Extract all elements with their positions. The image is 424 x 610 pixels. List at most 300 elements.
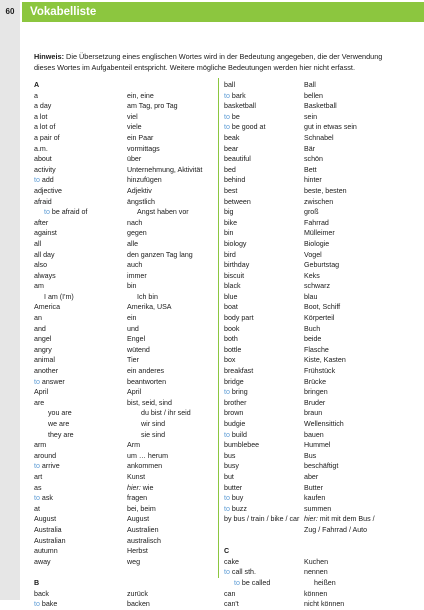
english-text: bottle (224, 345, 242, 354)
german-text: beantworten (127, 377, 167, 386)
english-term (224, 207, 233, 218)
german-text: ein Paar (127, 133, 154, 142)
german-translation (127, 419, 165, 430)
german-translation (127, 398, 172, 409)
german-translation (127, 536, 161, 547)
english-term (224, 377, 244, 388)
english-text: Australian (34, 536, 66, 545)
vocab-entry (34, 599, 214, 610)
german-translation (304, 292, 317, 303)
hint-paragraph (34, 51, 394, 73)
german-text: Basketball (304, 102, 337, 111)
section-letter (224, 546, 414, 557)
english-term (224, 514, 299, 525)
english-term (224, 154, 251, 165)
german-text: nennen (304, 568, 328, 577)
english-text: blue (224, 292, 238, 301)
german-translation (304, 472, 318, 483)
vocab-entry (34, 557, 214, 568)
english-term (34, 514, 56, 525)
german-text: am Tag, pro Tag (127, 102, 178, 111)
vocab-entry (224, 461, 414, 472)
german-translation (304, 578, 336, 589)
english-text: B (34, 578, 40, 587)
german-text: auch (127, 261, 143, 270)
vocab-entry (34, 493, 214, 504)
vocab-entry (224, 589, 414, 600)
english-term (224, 599, 239, 610)
english-text: big (224, 208, 234, 217)
english-term (224, 567, 256, 578)
vocab-entry (34, 589, 214, 600)
english-text: body part (224, 314, 254, 323)
english-term (224, 398, 246, 409)
german-text: gut in etwas sein (304, 123, 357, 132)
vocab-entry (224, 430, 414, 441)
german-text: blau (304, 292, 318, 301)
german-text: Körperteil (304, 314, 335, 323)
english-term (34, 398, 44, 409)
letter-heading (224, 546, 229, 557)
english-text: bus (224, 451, 236, 460)
english-text: angel (34, 335, 52, 344)
english-text: black (224, 282, 241, 291)
vocab-entry (224, 144, 414, 155)
usage-note: hier: (304, 515, 318, 524)
german-translation (304, 228, 335, 239)
german-translation (127, 207, 189, 218)
english-term (34, 440, 46, 451)
german-text: Frühstück (304, 367, 336, 376)
german-translation (127, 461, 162, 472)
german-text: können (304, 589, 328, 598)
german-text: Fahrrad (304, 218, 329, 227)
english-text: a.m. (34, 144, 48, 153)
german-text: Boot, Schiff (304, 303, 341, 312)
german-translation (304, 567, 328, 578)
vocab-entry (224, 557, 414, 568)
to-prefix: to (34, 176, 40, 185)
english-term (34, 461, 60, 472)
vocab-entry (34, 197, 214, 208)
german-translation (127, 334, 145, 345)
vocab-entry (224, 324, 414, 335)
german-translation (127, 313, 136, 324)
english-term (34, 175, 54, 186)
vocab-entry (224, 504, 414, 515)
english-text: around (34, 451, 57, 460)
german-text: Buch (304, 324, 321, 333)
english-text: and (34, 324, 46, 333)
english-text: at (34, 504, 40, 513)
english-text: arm (34, 441, 47, 450)
vocab-entry (34, 366, 214, 377)
german-translation (304, 313, 334, 324)
vocab-entry (34, 546, 214, 557)
english-text: ball (224, 81, 236, 89)
german-text: weg (127, 557, 141, 566)
german-text: zurück (127, 589, 148, 598)
english-term (224, 578, 270, 589)
german-text: Keks (304, 271, 320, 280)
vocab-entry (224, 408, 414, 419)
german-translation (304, 430, 324, 441)
english-term (34, 493, 53, 504)
german-translation (304, 133, 334, 144)
german-text: beide (304, 335, 322, 344)
vocab-entry (224, 514, 414, 525)
german-translation (304, 80, 316, 91)
vocab-entry (224, 578, 414, 589)
english-term (34, 355, 55, 366)
german-text: Ich bin (137, 292, 158, 301)
german-translation (304, 514, 375, 525)
english-text: as (34, 483, 42, 492)
english-text: bed (224, 165, 236, 174)
vocab-entry (224, 271, 414, 282)
german-translation (304, 557, 328, 568)
german-text: hinter (304, 176, 322, 185)
vocab-entry (224, 525, 414, 536)
vocab-entry (224, 165, 414, 176)
english-text: C (224, 547, 230, 556)
vocab-entry (34, 440, 214, 451)
vocab-entry (34, 133, 214, 144)
german-translation (304, 419, 344, 430)
german-translation (127, 122, 142, 133)
english-text: about (34, 155, 52, 164)
english-text: away (34, 557, 51, 566)
german-translation (127, 154, 141, 165)
english-term (224, 239, 246, 250)
english-text: be afraid of (51, 208, 88, 217)
vocab-entry (34, 345, 214, 356)
german-text: Bruder (304, 398, 326, 407)
german-translation (127, 144, 160, 155)
german-text: bist, seid, sind (127, 398, 172, 407)
vocab-entry (34, 239, 214, 250)
german-text: ein (127, 314, 137, 323)
vocab-entry (224, 186, 414, 197)
english-term (34, 207, 87, 218)
to-prefix: to (224, 494, 230, 503)
english-text: we are (48, 420, 70, 428)
vocab-entry (224, 80, 414, 91)
vocab-entry (34, 250, 214, 261)
german-translation (127, 271, 147, 282)
english-text: box (224, 356, 236, 365)
vocab-entry (34, 451, 214, 462)
german-text: australisch (127, 536, 161, 545)
english-term (224, 218, 237, 229)
vocab-entry (224, 398, 414, 409)
german-text: zwischen (304, 197, 334, 206)
english-term (224, 228, 233, 239)
german-translation (127, 197, 155, 208)
german-translation (127, 324, 139, 335)
english-text: boat (224, 303, 238, 312)
english-term (34, 483, 42, 494)
english-term (34, 122, 55, 133)
to-prefix: to (234, 578, 240, 587)
german-text: Brücke (304, 377, 327, 386)
vocab-entry (34, 122, 214, 133)
english-text: August (34, 515, 57, 524)
english-term (34, 430, 74, 441)
vocab-entry (224, 101, 414, 112)
english-term (224, 493, 243, 504)
english-term (34, 408, 72, 419)
english-term (34, 504, 40, 515)
english-term (224, 281, 241, 292)
english-text: busy (224, 462, 239, 471)
german-text: du bist / ihr seid (141, 409, 191, 418)
english-term (34, 165, 56, 176)
english-term (224, 430, 247, 441)
english-term (224, 313, 254, 324)
german-text: Arm (127, 441, 141, 450)
german-translation (304, 91, 323, 102)
vocab-entry (34, 324, 214, 335)
english-text: bridge (224, 377, 244, 386)
english-text: bark (231, 91, 246, 100)
german-text: summen (304, 504, 332, 513)
to-prefix: to (34, 462, 40, 471)
english-term (34, 557, 51, 568)
english-text: be (231, 112, 240, 121)
german-translation (127, 504, 156, 515)
to-prefix: to (34, 377, 40, 386)
german-text: beste, besten (304, 186, 347, 195)
german-text: aber (304, 472, 319, 481)
english-term (224, 387, 248, 398)
german-translation (127, 430, 165, 441)
german-translation (127, 589, 148, 600)
german-text: Tier (127, 356, 139, 365)
english-term (224, 461, 239, 472)
german-text: gegen (127, 229, 147, 238)
vocab-entry (34, 271, 214, 282)
english-term (34, 218, 48, 229)
english-text: bumblebee (224, 441, 260, 450)
page-title: Vokabelliste (30, 6, 97, 18)
english-text: build (231, 430, 247, 439)
english-text: cake (224, 557, 239, 566)
german-text: ängstlich (127, 197, 155, 206)
english-text: birthday (224, 261, 250, 270)
english-text: can't (224, 600, 239, 609)
english-term (224, 101, 256, 112)
vocab-entry (34, 398, 214, 409)
german-text: fragen (127, 494, 148, 503)
german-translation (304, 461, 338, 472)
english-term (34, 292, 74, 303)
german-translation (127, 525, 159, 536)
german-text: Adjektiv (127, 186, 152, 195)
german-text: Kunst (127, 472, 146, 481)
german-text: über (127, 155, 142, 164)
german-translation (304, 239, 329, 250)
english-text: an (34, 314, 42, 323)
german-translation (127, 112, 138, 123)
vocab-column-right (224, 80, 414, 610)
german-text: Flasche (304, 345, 329, 354)
vocab-entry (34, 302, 214, 313)
english-term (34, 599, 57, 610)
german-translation (127, 408, 191, 419)
english-term (34, 334, 51, 345)
english-term (224, 419, 245, 430)
vocab-entry (34, 536, 214, 547)
german-text: Hummel (304, 441, 331, 450)
german-translation (304, 355, 346, 366)
english-term (224, 144, 238, 155)
german-translation (304, 599, 344, 610)
vocab-entry (34, 461, 214, 472)
german-translation (127, 175, 162, 186)
german-translation (304, 112, 317, 123)
vocab-entry (34, 313, 214, 324)
german-text: Engel (127, 335, 146, 344)
german-text: mit mit dem Bus / (319, 515, 375, 524)
vocab-entry (224, 133, 414, 144)
german-translation (304, 483, 323, 494)
german-translation (304, 345, 329, 356)
german-text: braun (304, 409, 323, 418)
vocab-entry (34, 112, 214, 123)
german-text: backen (127, 600, 150, 609)
german-text: ein, eine (127, 91, 154, 100)
english-term (34, 239, 41, 250)
german-translation (304, 504, 331, 515)
german-translation (304, 250, 322, 261)
english-term (34, 546, 58, 557)
german-text: schwarz (304, 282, 331, 291)
vocab-entry (224, 567, 414, 578)
english-term (224, 504, 247, 515)
english-text: back (34, 589, 49, 598)
english-term (34, 186, 62, 197)
german-translation (304, 302, 340, 313)
german-translation (304, 218, 329, 229)
german-translation (127, 281, 136, 292)
to-prefix: to (224, 123, 230, 132)
german-translation (304, 197, 333, 208)
english-text: bake (41, 600, 58, 609)
german-text: um … herum (127, 451, 168, 460)
english-text: brother (224, 398, 247, 407)
german-text: Bär (304, 144, 316, 153)
hint-text: Die Übersetzung eines englischen Wortes wird in der Bedeutung angegeben, die der Verwendung dieses Wortes im Aufgabenteil entspricht. Weitere mögliche Bedeutungen werden hier nicht erfasst. (34, 52, 383, 72)
german-text: heißen (314, 578, 336, 587)
vocab-entry (224, 281, 414, 292)
vocab-entry (34, 387, 214, 398)
german-translation (304, 366, 335, 377)
english-term (224, 186, 237, 197)
english-term (224, 355, 235, 366)
english-text: buy (231, 494, 244, 503)
vocab-entry (34, 504, 214, 515)
english-text: by bus / train / bike / car (224, 515, 300, 524)
english-text: beak (224, 133, 240, 142)
letter-heading (34, 578, 39, 589)
hint-label: Hinweis: (34, 52, 65, 61)
english-term (34, 260, 47, 271)
english-text: a (34, 91, 38, 100)
german-translation (127, 483, 153, 494)
english-text: but (224, 472, 234, 481)
english-text: basketball (224, 102, 256, 111)
vocab-entry (34, 218, 214, 229)
english-term (224, 324, 239, 335)
english-term (34, 91, 38, 102)
german-translation (304, 334, 321, 345)
english-text: always (34, 271, 56, 280)
english-term (34, 112, 47, 123)
english-text: best (224, 186, 238, 195)
english-text: bike (224, 218, 238, 227)
german-text: kaufen (304, 494, 326, 503)
to-prefix: to (224, 568, 230, 577)
vocab-entry (224, 218, 414, 229)
vocab-entry (224, 355, 414, 366)
english-term (34, 197, 52, 208)
vocab-entry (34, 408, 214, 419)
vocab-entry (34, 175, 214, 186)
english-text: another (34, 367, 59, 376)
english-term (224, 557, 239, 568)
english-text: April (34, 388, 49, 397)
english-term (224, 112, 240, 123)
vocab-entry (224, 419, 414, 430)
german-text: Ball (304, 81, 316, 89)
english-text: I am (I'm) (44, 292, 74, 301)
english-term (224, 589, 235, 600)
vocab-entry (34, 186, 214, 197)
german-text: Zug / Fahrrad / Auto (304, 525, 368, 534)
vocab-entry (34, 281, 214, 292)
german-translation (127, 133, 153, 144)
english-text: are (34, 398, 45, 407)
german-translation (304, 493, 325, 504)
german-translation (304, 281, 330, 292)
english-term (224, 175, 245, 186)
german-translation (127, 366, 164, 377)
vocab-entry (34, 334, 214, 345)
column-divider (218, 78, 219, 578)
vocab-entry (224, 313, 414, 324)
german-translation (127, 250, 193, 261)
english-text: a day (34, 102, 52, 111)
english-text: beautiful (224, 155, 251, 164)
vocab-entry (34, 101, 214, 112)
german-text: groß (304, 208, 319, 217)
vocab-entry (224, 599, 414, 610)
english-text: both (224, 335, 238, 344)
english-text: answer (41, 377, 65, 386)
english-term (34, 133, 60, 144)
german-text: sie sind (141, 430, 166, 439)
to-prefix: to (224, 504, 230, 513)
section-letter (34, 80, 214, 91)
english-text: afraid (34, 197, 52, 206)
german-text: bringen (304, 388, 328, 397)
vocab-entry (224, 483, 414, 494)
german-translation (304, 440, 330, 451)
english-text: angry (34, 345, 52, 354)
german-text: und (127, 324, 139, 333)
german-translation (304, 122, 357, 133)
